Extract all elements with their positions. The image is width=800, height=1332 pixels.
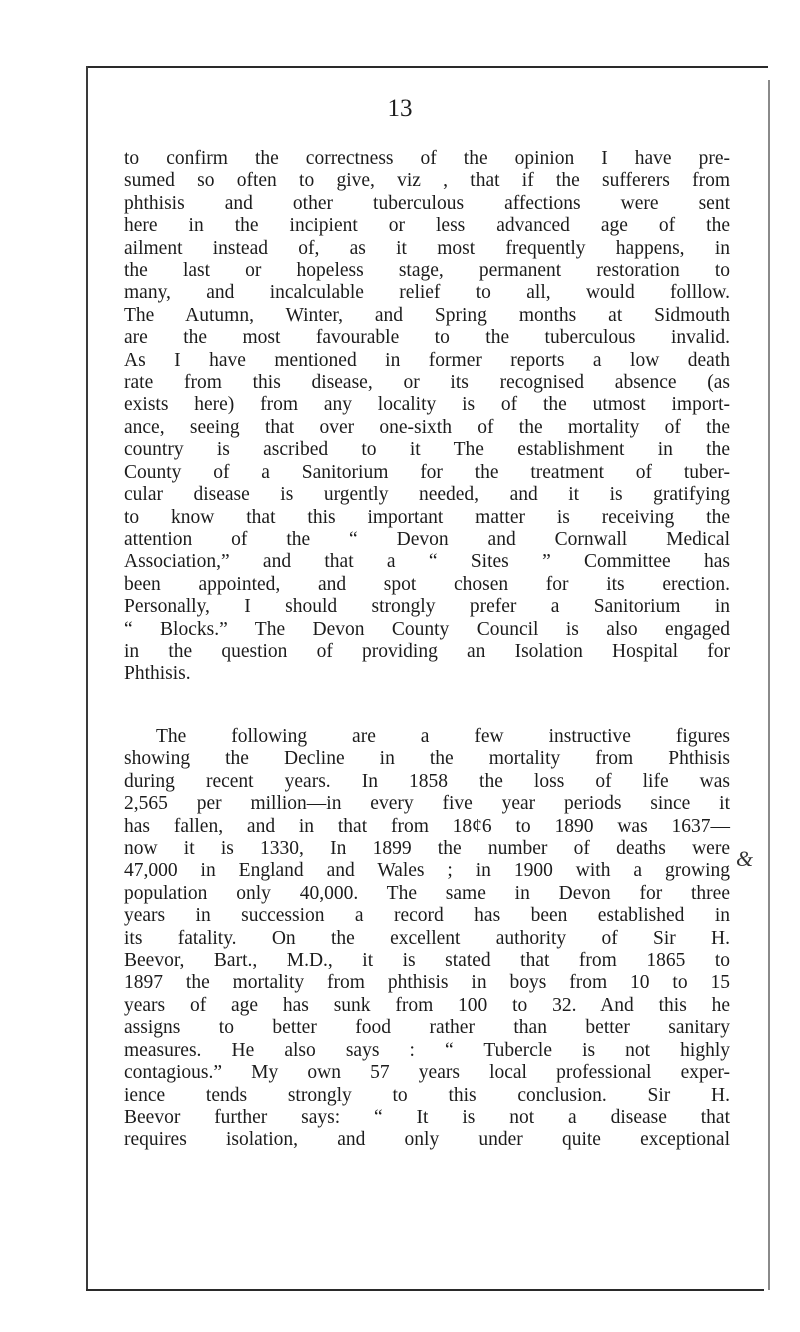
text-line: attention of the “ Devon and Cornwall Medical [124,528,730,550]
text-line: ience tends strongly to this conclusion. Sir H. [124,1084,730,1106]
text-line: Phthisis. [124,663,191,685]
text-line: The following are a few instructive figures [156,726,730,747]
text-line: the last or hopeless stage, permanent restoration to [124,260,730,282]
text-line: to know that this important matter is receiving the [124,506,730,528]
text-line: ailment instead of, as it most frequently happens, in [124,237,730,259]
text-line: here in the incipient or less advanced age of the [124,215,730,237]
text-line: Beevor further says: “ It is not a disease that [124,1106,730,1128]
text-line: has fallen, and in that from 18¢6 to 1890 was 1637— [124,815,730,837]
text-line: to confirm the correctness of the opinion I have pre- [124,148,730,169]
text-line: Beevor, Bart., M.D., it is stated that from 1865 to [124,950,730,972]
text-line: during recent years. In 1858 the loss of life was [124,770,730,792]
margin-annotation: & [736,846,754,871]
text-line: now it is 1330, In 1899 the number of deaths were [124,838,730,860]
page-border-left [86,66,88,1291]
text-line: ance, seeing that over one-sixth of the mortality of the [124,416,730,438]
text-line: many, and incalculable relief to all, would folllow. [124,282,730,304]
text-line: “ Blocks.” The Devon County Council is also engaged [124,618,730,640]
text-line: are the most favourable to the tuberculous invalid. [124,327,730,349]
text-line: been appointed, and spot chosen for its erection. [124,573,730,595]
text-line: in the question of providing an Isolation Hospital for [124,640,730,662]
page-border-bottom [86,1289,764,1291]
text-line: measures. He also says : “ Tubercle is not highly [124,1039,730,1061]
text-line: sumed so often to give, viz , that if the sufferers from [124,170,730,192]
page-border-top [86,66,768,68]
text-line: showing the Decline in the mortality from Phthisis [124,748,730,770]
text-line: its fatality. On the excellent authority of Sir H. [124,927,730,949]
page-number: 13 [387,95,413,122]
text-line: population only 40,000. The same in Devon for three [124,882,730,904]
text-line: 47,000 in England and Wales ; in 1900 with a growing [124,860,730,882]
text-line: years of age has sunk from 100 to 32. And this he [124,994,730,1016]
text-line: Personally, I should strongly prefer a Sanitorium in [124,596,730,618]
text-line: years in succession a record has been established in [124,905,730,927]
text-line: requires isolation, and only under quite exceptional [124,1129,730,1151]
text-line: As I have mentioned in former reports a low death [124,349,730,371]
text-line: The Autumn, Winter, and Spring months at Sidmouth [124,304,730,326]
text-line: 2,565 per million—in every five year periods since it [124,793,730,815]
text-line: 1897 the mortality from phthisis in boys from 10 to 15 [124,972,730,994]
text-line: County of a Sanitorium for the treatment of tuber- [124,461,730,483]
text-line: country is ascribed to it The establishment in the [124,439,730,461]
paragraph-decline-figures [124,726,730,1152]
page-border-right [768,80,770,1290]
text-line: phthisis and other tuberculous affections were sent [124,192,730,214]
text-line: contagious.” My own 57 years local professional exper- [124,1062,730,1084]
text-line: cular disease is urgently needed, and it is gratifying [124,484,730,506]
text-line: exists here) from any locality is of the utmost import- [124,394,730,416]
text-line: assigns to better food rather than better sanitary [124,1017,730,1039]
text-line: Association,” and that a “ Sites ” Committee has [124,551,730,573]
text-line: rate from this disease, or its recognised absence (as [124,372,730,394]
paragraph-sanitorium [124,148,730,686]
